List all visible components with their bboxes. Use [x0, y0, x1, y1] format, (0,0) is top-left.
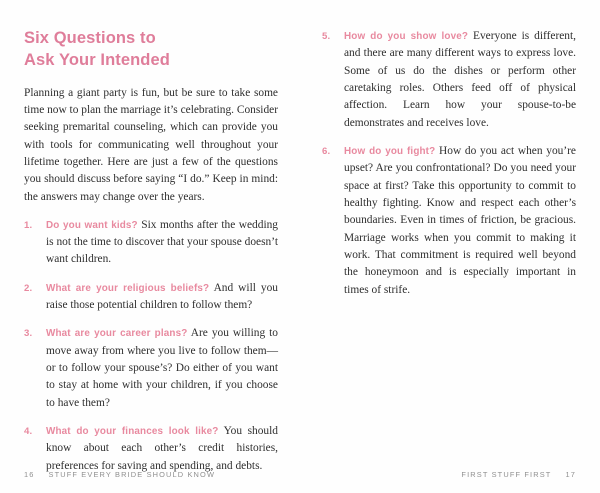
page-title-line-2: Ask Your Intended — [24, 50, 170, 69]
list-item-body: Six months after the wedding is not the time to discover that your spouse doesn’t want children. — [46, 218, 278, 266]
list-item-lead: How do you show love? — [344, 31, 469, 42]
list-item — [24, 423, 278, 475]
intro-paragraph: Planning a giant party is fun, but be sure to take some time now to plan the marriage it’s celebrating. Consider seeking premarital counseling, which can provide you with tools for communicating well throughout your lifetime together. Here are just a few of the questions you should discuss before saying “I do.” Keep in mind: the answers may change over the years. — [24, 86, 279, 203]
page-title-line-1: Six Questions to — [24, 29, 156, 47]
list-item-body: How do you act when you’re upset? Are you confrontational? Do you need your space at first? Take this opportunity to commit to healthy fighting. Know and respect each other’s boundaries. Even in times of friction, be gracious. Marriage works when you commit to making it work. That commitment is required well beyond the honeymoon and is especially important in times of strife. — [344, 144, 576, 296]
page-number-right: 17 — [565, 470, 576, 479]
list-item-lead: What are your religious beliefs? — [46, 282, 210, 294]
list-item-number: 5. — [322, 31, 331, 42]
list-item-body: And will you raise those potential children to follow them? — [46, 281, 278, 312]
page-right — [300, 0, 600, 493]
page-number-left: 16 — [24, 470, 35, 479]
list-item-body: You should know about each other’s credit histories, preferences for saving and spending, and debts. — [46, 425, 278, 472]
page-title — [24, 28, 278, 72]
list-item — [322, 28, 576, 132]
list-item-number: 1. — [24, 219, 33, 231]
list-item — [24, 325, 278, 412]
question-list-left — [24, 217, 278, 475]
list-item-lead: What do your finances look like? — [46, 426, 219, 438]
list-item-lead: What are your career plans? — [46, 328, 188, 340]
list-item — [322, 143, 576, 299]
list-item-number: 2. — [24, 282, 33, 294]
list-item-body: Are you willing to move away from where you live to follow them—or to follow your spouse’s? Do either of you want to stay at home with your children, if you choose to have them? — [46, 327, 278, 409]
footer-left — [24, 470, 215, 479]
list-item — [24, 217, 278, 269]
footer-right — [461, 470, 576, 479]
list-item-number: 4. — [24, 426, 33, 438]
list-item-lead: Do you want kids? — [46, 219, 138, 231]
list-item-number: 6. — [322, 145, 331, 157]
question-list-right — [322, 28, 576, 299]
list-item-number: 3. — [24, 328, 33, 340]
running-head-right: FIRST STUFF FIRST — [461, 470, 552, 479]
list-item — [24, 280, 278, 315]
list-item-lead: How do you fight? — [344, 145, 436, 157]
list-item-body: Everyone is different, and there are many different ways to express love. Some of us do the dishes or perform other caretaking roles. Others feed off of physical affection. Learn how your spouse-to-be demonstrates and receives love. — [344, 30, 576, 129]
running-head-left: STUFF EVERY BRIDE SHOULD KNOW — [48, 470, 216, 479]
